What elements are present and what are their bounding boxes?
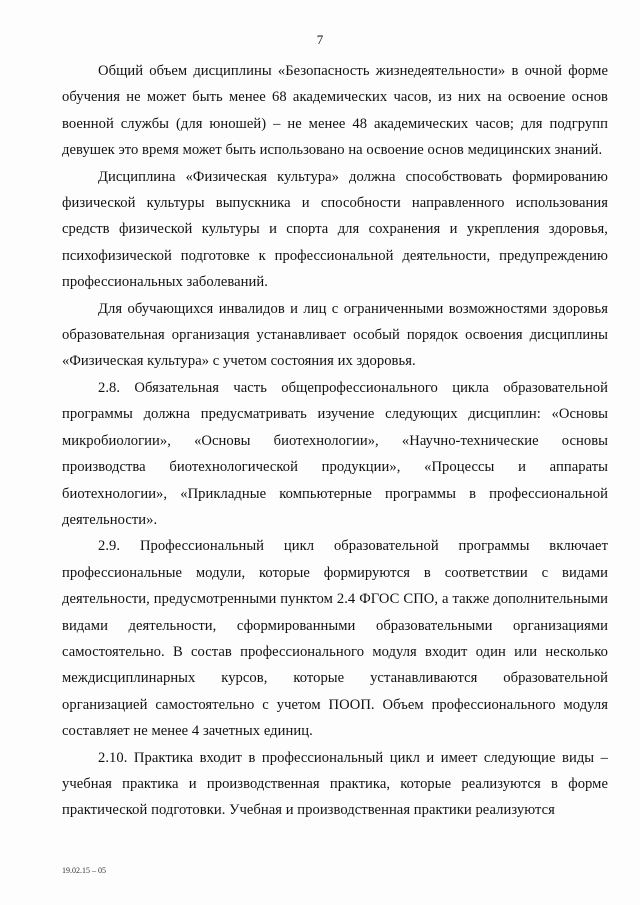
footer-document-code: 19.02.15 – 05: [62, 866, 106, 875]
paragraph-2-10: 2.10. Практика входит в профессиональный цикл и имеет следующие виды – учебная практика и производственная практика, которые реализуются в форме практической подготовки. Учебная и производственная практики реализуются: [62, 749, 608, 819]
page-number: 7: [316, 32, 324, 47]
document-body: [62, 58, 608, 824]
paragraph-2-8: 2.8. Обязательная часть общепрофессионального цикла образовательной программы должна предусматривать изучение следующих дисциплин: «Основы микробиологии», «Основы биотехнологии», «Научно-технические основы производства биотехнологической продукции», «Процессы и аппараты биотехнологии», «Прикладные компьютерные программы в профессиональной деятельности».: [62, 379, 608, 528]
paragraph-2-9: 2.9. Профессиональный цикл образовательной программы включает профессиональные модули, которые формируются в соответствии с видами деятельности, предусмотренными пунктом 2.4 ФГОС СПО, а также дополнительными видами деятельности, сформированными образовательными организациями самостоятельно. В состав профессионального модуля входит один или несколько междисциплинарных курсов, которые устанавливаются образовательной организацией самостоятельно с учетом ПООП. Объем профессионального модуля составляет не менее 4 зачетных единиц.: [62, 538, 608, 740]
paragraph-disabled-students: Для обучающихся инвалидов и лиц с ограниченными возможностями здоровья образовательная организация устанавливает особый порядок освоения дисциплины «Физическая культура» с учетом состояния их здоровья.: [62, 300, 608, 370]
paragraph-physical-culture: Дисциплина «Физическая культура» должна способствовать формированию физической культуры выпускника и способности направленного использования средств физической культуры и спорта для сохранения и укрепления здоровья, психофизической подготовке к профессиональной деятельности, предупреждению профессиональных заболеваний.: [62, 168, 608, 291]
paragraph-bzhd-volume: Общий объем дисциплины «Безопасность жизнедеятельности» в очной форме обучения не может быть менее 68 академических часов, из них на освоение основ военной службы (для юношей) – не менее 48 академических часов; для подгрупп девушек это время может быть использовано на освоение основ медицинских знаний.: [62, 63, 608, 159]
